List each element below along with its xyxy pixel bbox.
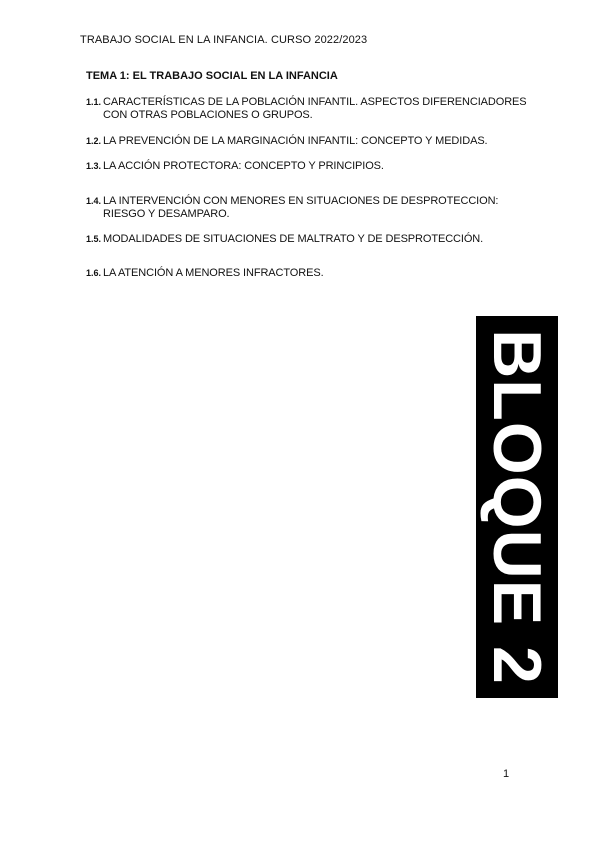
- running-header: TRABAJO SOCIAL EN LA INFANCIA. CURSO 2022/2023: [80, 34, 368, 46]
- toc-item-number: 1.5.: [86, 234, 102, 244]
- toc-item-line: CARACTERÍSTICAS DE LA POBLACIÓN INFANTIL. ASPECTOS DIFERENCIADORES: [103, 96, 527, 108]
- toc-item-text: [103, 267, 556, 280]
- toc-item-1-5: [86, 233, 556, 246]
- page-number: 1: [503, 768, 510, 780]
- toc-item-1-1: [86, 96, 556, 121]
- toc-item-line: MODALIDADES DE SITUACIONES DE MALTRATO Y DE DESPROTECCIÓN.: [103, 233, 484, 245]
- toc-item-1-3: [86, 160, 556, 173]
- toc-item-number: 1.6.: [86, 268, 102, 278]
- toc-item-number: 1.2.: [86, 136, 102, 146]
- toc-item-text: [103, 160, 556, 173]
- toc-item-text: [103, 195, 556, 220]
- toc-item-line: CON OTRAS POBLACIONES O GRUPOS.: [103, 108, 313, 121]
- bloque-label: BLOQUE 2: [479, 329, 555, 685]
- toc-item-number: 1.1.: [86, 97, 102, 107]
- toc-item-line: LA ACCIÓN PROTECTORA: CONCEPTO Y PRINCIPIOS.: [103, 160, 384, 172]
- toc-item-1-2: [86, 135, 556, 148]
- bloque-banner: [476, 316, 558, 698]
- toc-item-line: RIESGO Y DESAMPARO.: [103, 207, 230, 220]
- toc-item-text: [103, 96, 556, 121]
- toc-item-line: LA PREVENCIÓN DE LA MARGINACIÓN INFANTIL: CONCEPTO Y MEDIDAS.: [103, 135, 488, 147]
- toc-item-1-6: [86, 267, 556, 280]
- toc-item-number: 1.3.: [86, 161, 102, 171]
- toc-item-line: LA INTERVENCIÓN CON MENORES EN SITUACIONES DE DESPROTECCION:: [103, 195, 499, 207]
- toc-item-1-4: [86, 195, 556, 220]
- toc-item-line: LA ATENCIÓN A MENORES INFRACTORES.: [103, 267, 324, 279]
- toc-item-text: [103, 233, 556, 246]
- tema-title: TEMA 1: EL TRABAJO SOCIAL EN LA INFANCIA: [86, 70, 338, 82]
- toc-item-number: 1.4.: [86, 196, 102, 206]
- toc-item-text: [103, 135, 556, 148]
